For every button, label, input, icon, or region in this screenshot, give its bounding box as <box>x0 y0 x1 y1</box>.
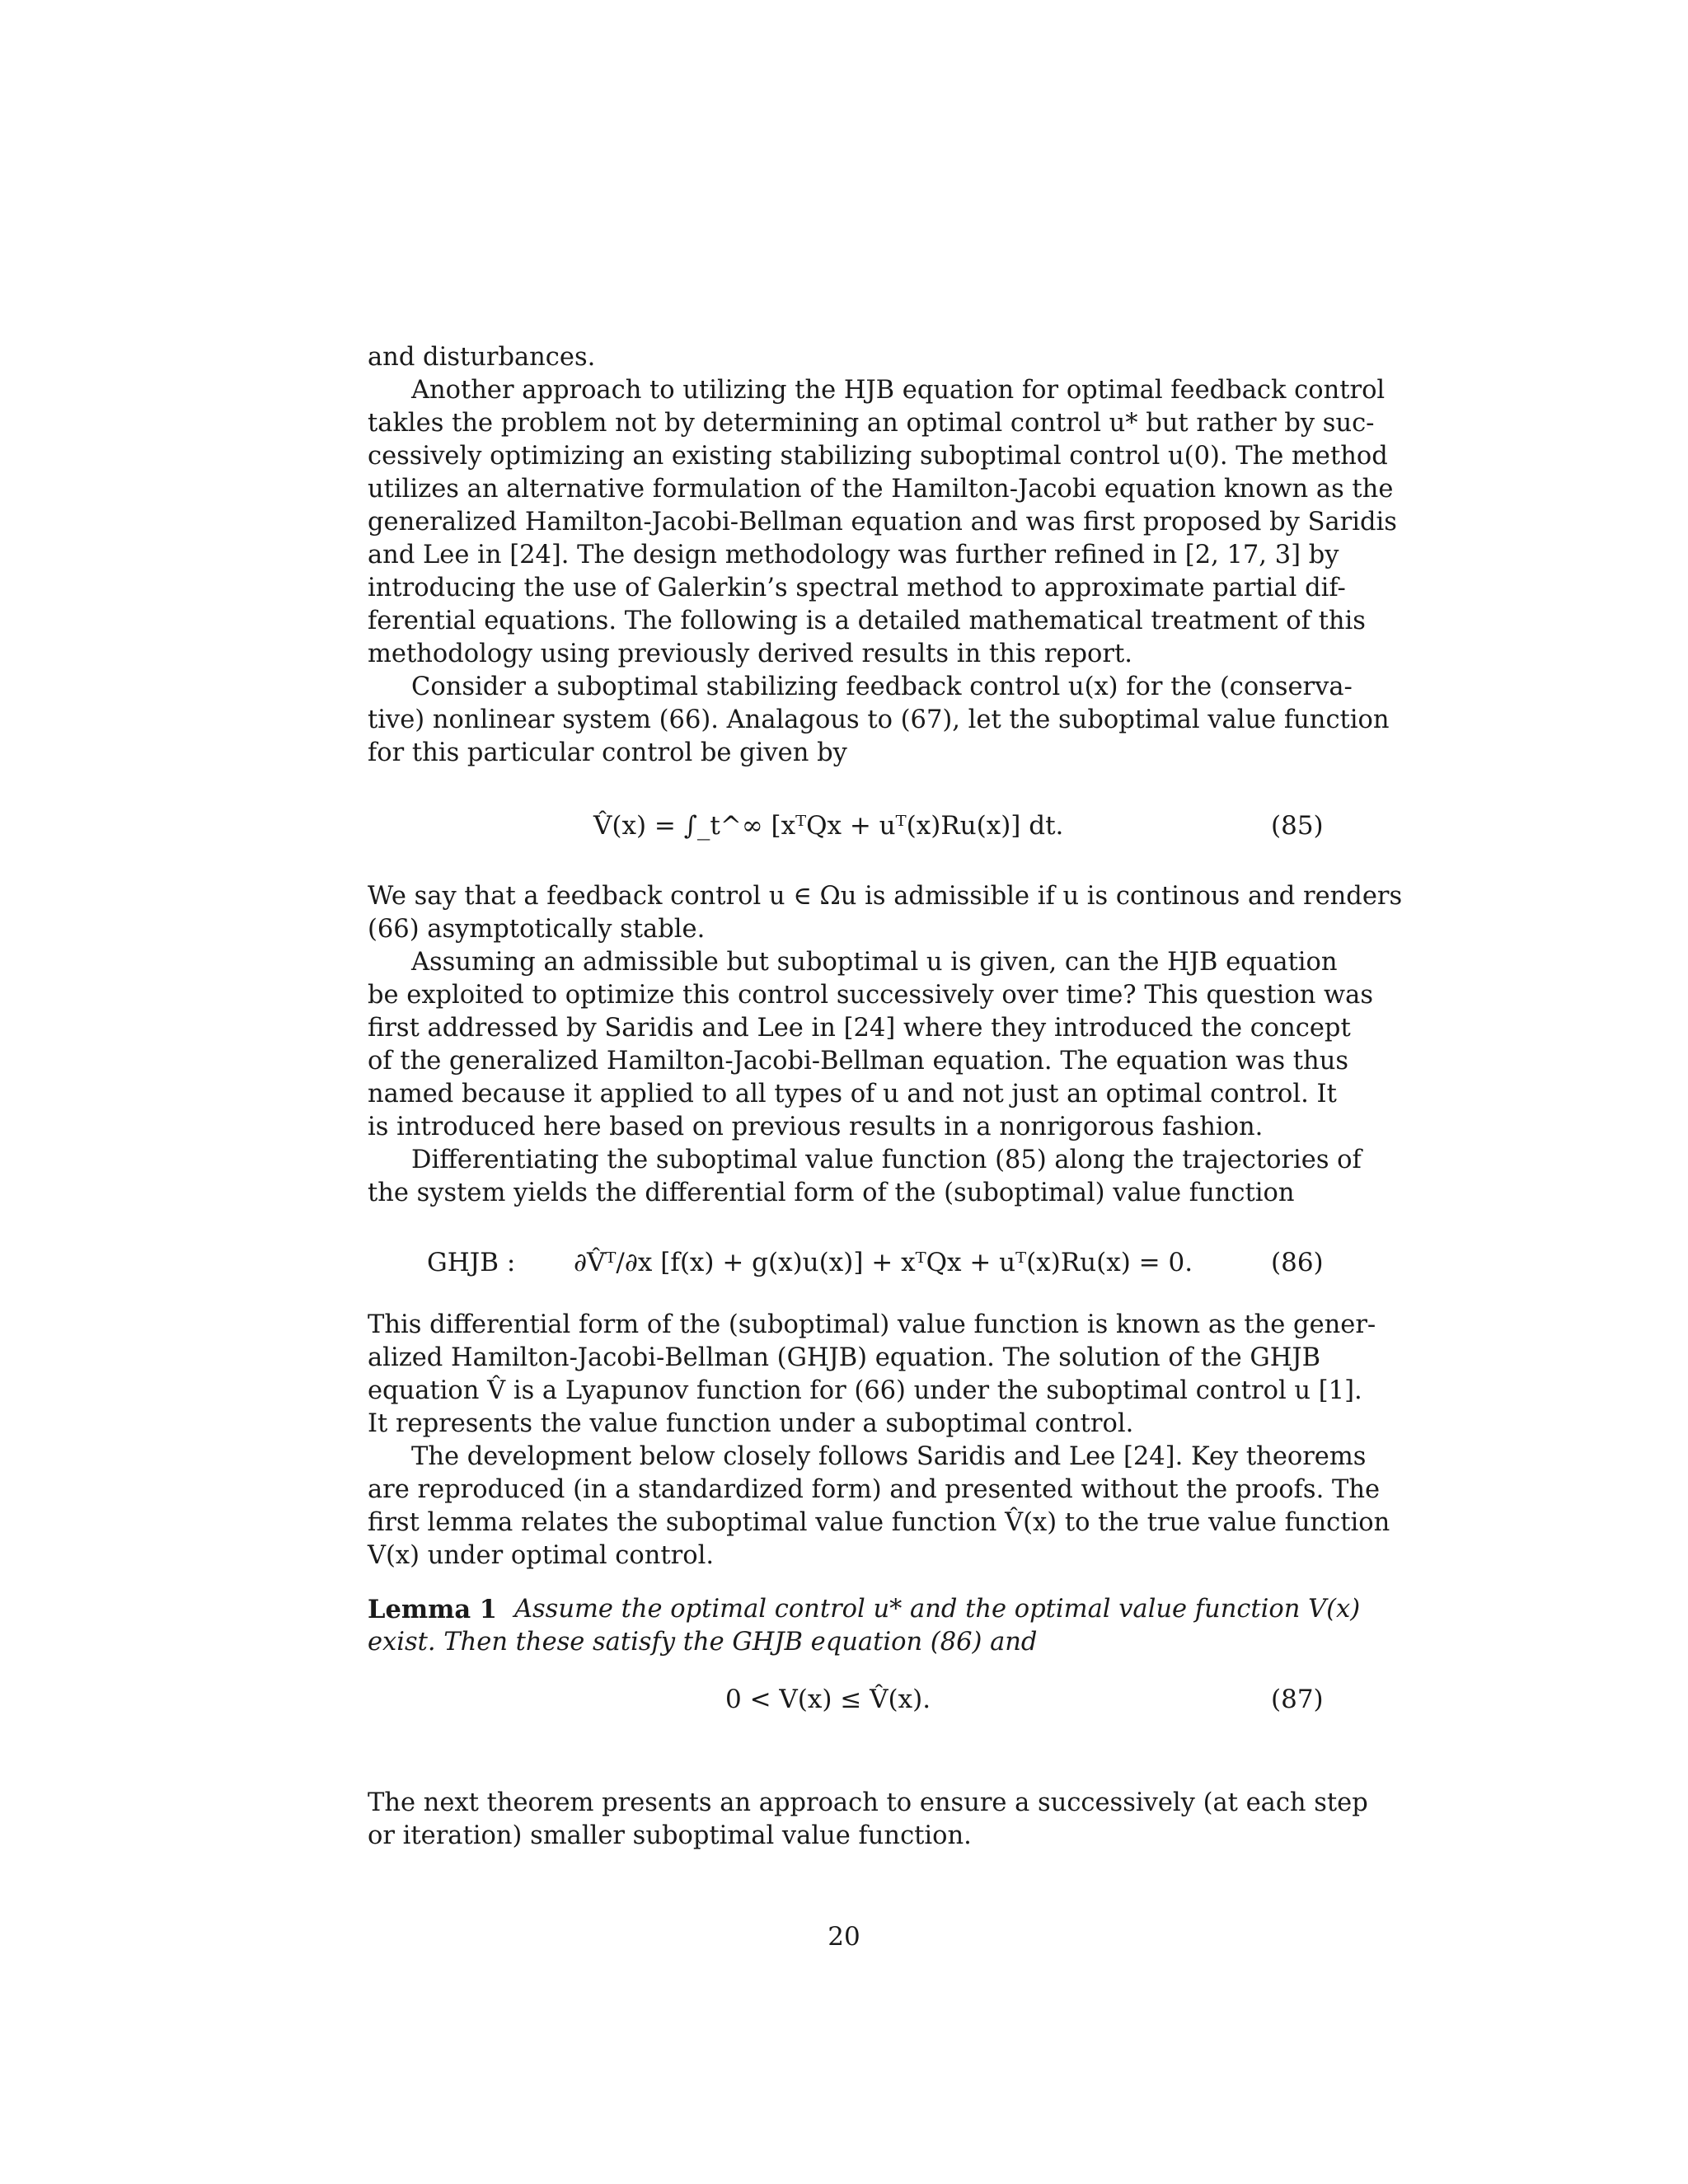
text-line: This differential form of the (suboptimal) value function is known as the gener- <box>368 1310 1376 1339</box>
text-line: tive) nonlinear system (66). Analagous to (67), let the suboptimal value function <box>368 705 1390 734</box>
page-number: 20 <box>828 1922 860 1952</box>
text-line: and Lee in [24]. The design methodology was further refined in [2, 17, 3] by <box>368 541 1339 569</box>
text-line: takles the problem not by determining an optimal control u* but rather by suc- <box>368 409 1375 438</box>
text-line: named because it applied to all types of u and not just an optimal control. It <box>368 1080 1337 1108</box>
lemma-text: Assume the optimal control u* and the optimal value function V(x) <box>514 1595 1361 1624</box>
text-line: first addressed by Saridis and Lee in [24] where they introduced the concept <box>368 1014 1351 1043</box>
text-line: equation V̂ is a Lyapunov function for (66) under the suboptimal control u [1]. <box>368 1376 1362 1405</box>
equation-label: GHJB : <box>427 1248 516 1277</box>
text-line: ferential equations. The following is a detailed mathematical treatment of this <box>368 607 1366 635</box>
text-line: cessively optimizing an existing stabilizing suboptimal control u(0). The method <box>368 442 1388 471</box>
text-line: the system yields the differential form of the (suboptimal) value function <box>368 1179 1295 1207</box>
text-line: We say that a feedback control u ∈ Ωu is admissible if u is continous and renders <box>368 882 1403 911</box>
text-line: are reproduced (in a standardized form) and presented without the proofs. The <box>368 1475 1381 1504</box>
text-line: generalized Hamilton-Jacobi-Bellman equation and was first proposed by Saridis <box>368 508 1397 537</box>
text-line: methodology using previously derived results in this report. <box>368 640 1132 668</box>
lemma-title: Lemma 1 <box>368 1595 497 1624</box>
text-line: Another approach to utilizing the HJB equation for optimal feedback control <box>411 376 1386 405</box>
text-line: V(x) under optimal control. <box>368 1541 715 1570</box>
equation-86: ∂V̂ᵀ/∂x [f(x) + g(x)u(x)] + xᵀQx + uᵀ(x)Ru(x) = 0. <box>574 1248 1193 1277</box>
equation-number: (86) <box>1271 1248 1324 1277</box>
equation-85: V̂(x) = ∫_t^∞ [xᵀQx + uᵀ(x)Ru(x)] dt. <box>593 811 1064 841</box>
lemma-label <box>368 1593 497 1627</box>
text-line: and disturbances. <box>368 343 596 372</box>
text-line: is introduced here based on previous results in a nonrigorous fashion. <box>368 1113 1264 1141</box>
text-line: The next theorem presents an approach to ensure a successively (at each step <box>368 1788 1368 1817</box>
text-line: or iteration) smaller suboptimal value function. <box>368 1821 972 1850</box>
text-line: (66) asymptotically stable. <box>368 915 706 944</box>
text-line: be exploited to optimize this control successively over time? This question was <box>368 981 1373 1010</box>
text-line: for this particular control be given by <box>368 738 847 767</box>
text-line: It represents the value function under a suboptimal control. <box>368 1409 1134 1438</box>
equation-87: 0 < V(x) ≤ V̂(x). <box>725 1685 931 1714</box>
lemma-text: exist. Then these satisfy the GHJB equation (86) and <box>368 1628 1038 1657</box>
text-line: utilizes an alternative formulation of the Hamilton-Jacobi equation known as the <box>368 475 1394 504</box>
text-line: first lemma relates the suboptimal value function V̂(x) to the true value function <box>368 1508 1390 1537</box>
text-line: The development below closely follows Saridis and Lee [24]. Key theorems <box>411 1442 1367 1471</box>
text-line: Assuming an admissible but suboptimal u is given, can the HJB equation <box>411 948 1338 977</box>
text-line: alized Hamilton-Jacobi-Bellman (GHJB) equation. The solution of the GHJB <box>368 1343 1321 1372</box>
equation-number: (85) <box>1271 811 1324 841</box>
equation-number: (87) <box>1271 1685 1324 1714</box>
text-line: of the generalized Hamilton-Jacobi-Bellman equation. The equation was thus <box>368 1047 1348 1076</box>
text-line: Differentiating the suboptimal value function (85) along the trajectories of <box>411 1146 1362 1174</box>
text-line: Consider a suboptimal stabilizing feedback control u(x) for the (conserva- <box>411 673 1353 701</box>
text-line: introducing the use of Galerkin’s spectral method to approximate partial dif- <box>368 574 1346 602</box>
